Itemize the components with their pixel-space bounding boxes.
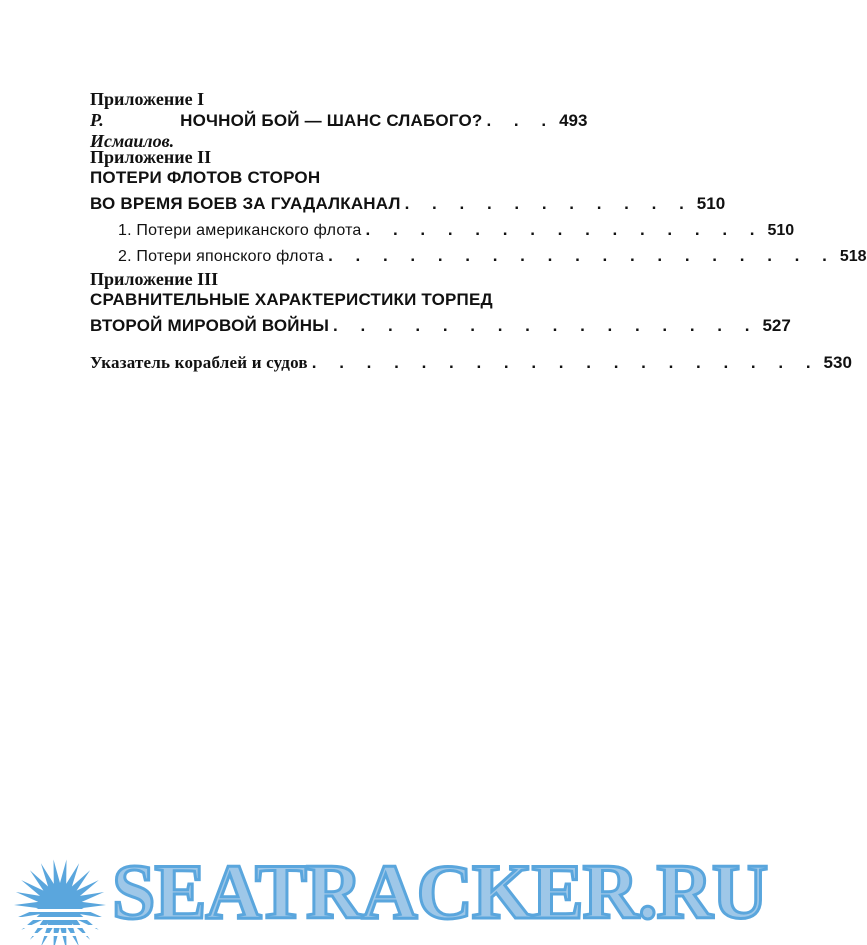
dot-leader: . . . . . . . . . . . . . . . . . . . [311,353,820,372]
entry-title: ВО ВРЕМЯ БОЕВ ЗА ГУАДАЛКАНАЛ [90,194,401,213]
dot-leader: . . . . . . . . . . . . . . . . [333,316,759,335]
dot-leader: . . . [486,111,556,130]
page-number: 493 [559,111,588,130]
entry-title: ПОТЕРИ ФЛОТОВ СТОРОН [90,168,321,187]
appendix-1-label: Приложение I [90,89,205,109]
index-entry[interactable] [90,353,852,379]
sub-entry-title: 2. Потери японского флота [118,248,325,265]
appendix-3-entry[interactable] [90,316,791,342]
author-name: Р. Исмаилов. [90,110,175,151]
sub-entry-title: 1. Потери американского флота [118,222,362,239]
page-number: 530 [823,353,852,372]
list-item[interactable] [90,220,795,246]
appendix-3 [90,268,791,342]
watermark-text: SEATRACKER.RU [112,848,768,935]
appendix-1-entry[interactable] [90,110,588,151]
dot-leader: . . . . . . . . . . . . . . . [365,220,764,239]
sun-burst-icon [10,845,110,940]
appendix-3-title-line1 [90,290,572,316]
dot-leader: . . . . . . . . . . . [404,194,693,213]
index-section [90,353,852,379]
appendix-1 [90,88,588,151]
page-number: 527 [762,316,791,335]
appendix-2 [90,146,867,272]
appendix-2-entry[interactable] [90,194,726,220]
page-number: 518 [839,248,867,265]
appendix-2-label: Приложение II [90,147,212,167]
dot-leader: . . . . . . . . . . . . . . . . . . . [328,246,836,265]
page-number: 510 [767,222,795,239]
entry-title: ВТОРОЙ МИРОВОЙ ВОЙНЫ [90,316,330,335]
page-number: 510 [696,194,726,213]
appendix-3-label: Приложение III [90,269,219,289]
watermark [10,845,768,940]
entry-title: НОЧНОЙ БОЙ — ШАНС СЛАБОГО? [180,111,483,130]
entry-title: СРАВНИТЕЛЬНЫЕ ХАРАКТЕРИСТИКИ ТОРПЕД [90,290,493,309]
appendix-2-title-line1 [90,168,572,194]
entry-title: Указатель кораблей и судов [90,353,308,372]
